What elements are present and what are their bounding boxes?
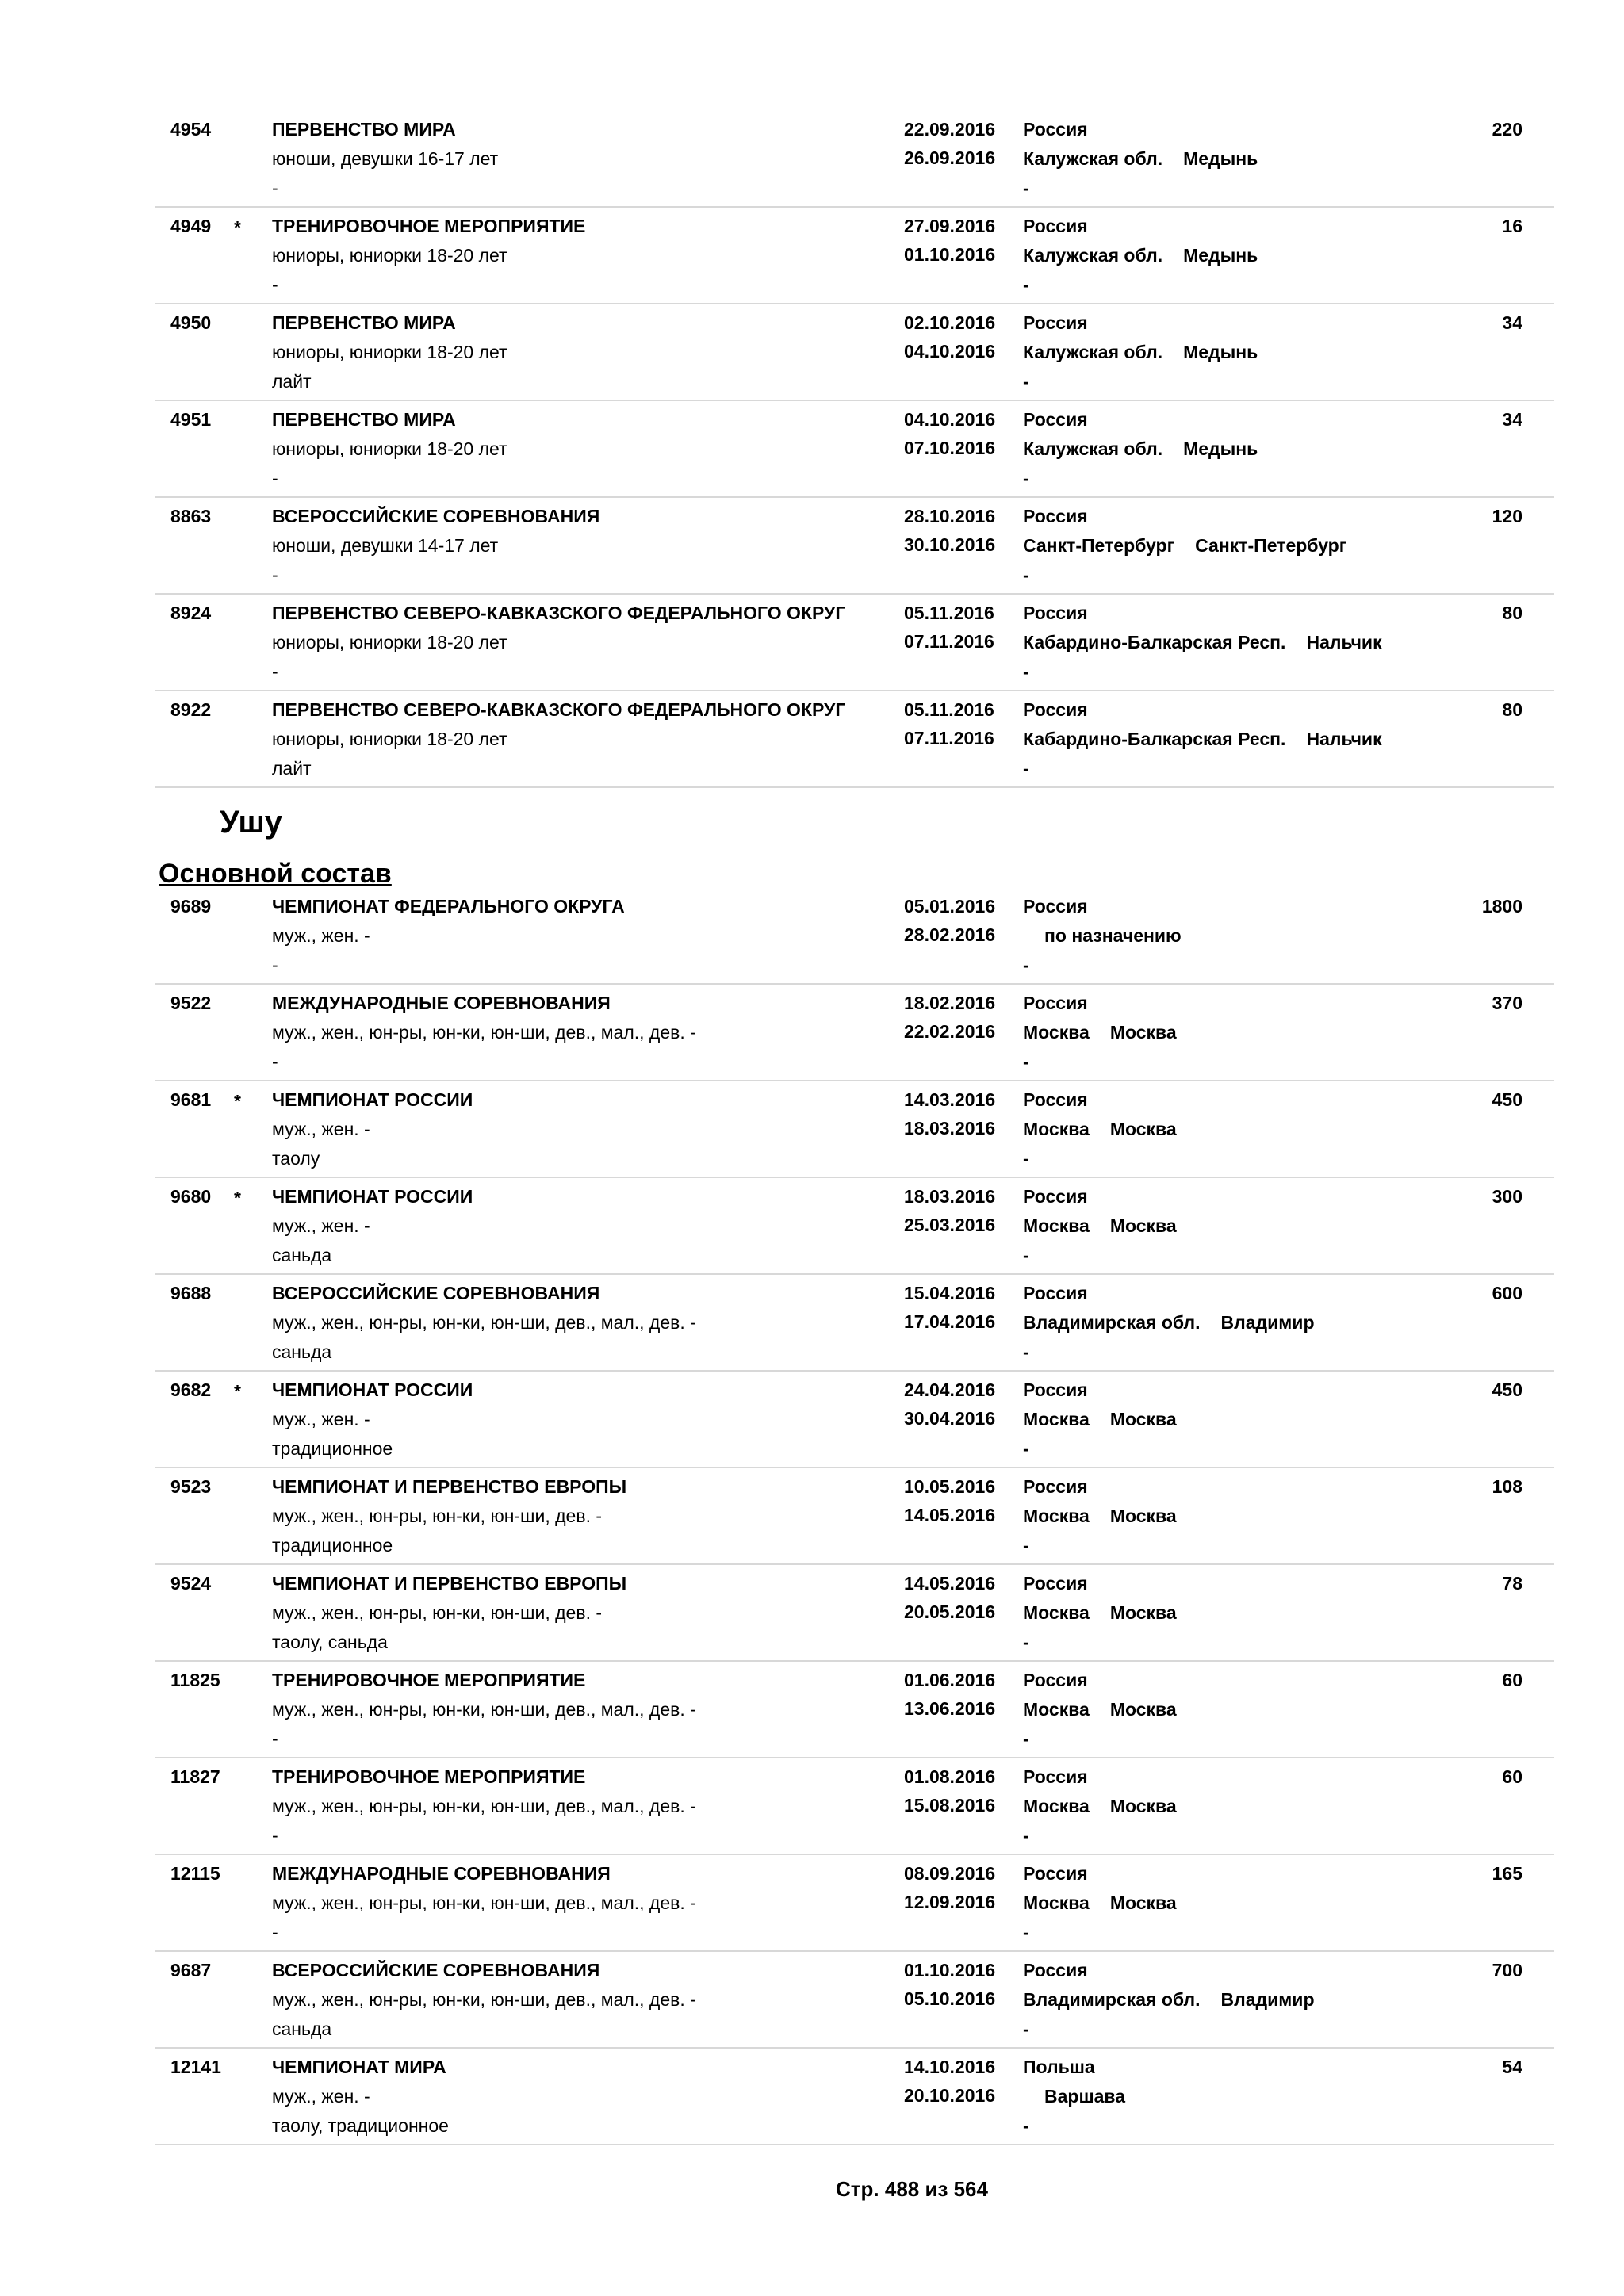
event-date-end: 15.08.2016 <box>904 1795 996 1816</box>
event-region: Москва <box>1023 1409 1090 1429</box>
event-date-end: 14.05.2016 <box>904 1505 996 1525</box>
event-row <box>155 888 1554 985</box>
event-location <box>1023 147 1258 170</box>
event-date-end: 01.10.2016 <box>904 244 996 265</box>
event-city: Владимир <box>1220 1312 1315 1333</box>
event-location <box>1023 1794 1177 1818</box>
event-location <box>1044 924 1182 947</box>
event-location <box>1023 1311 1315 1334</box>
section-title: Ушу <box>220 805 282 840</box>
event-date-end: 28.02.2016 <box>904 924 996 945</box>
event-row <box>155 1758 1554 1855</box>
event-title: ТРЕНИРОВОЧНОЕ МЕРОПРИЯТИЕ <box>272 1670 586 1690</box>
event-country: Россия <box>1023 993 1088 1013</box>
event-category: юниоры, юниорки 18-20 лет <box>272 245 508 266</box>
event-location <box>1023 1214 1177 1238</box>
event-number: 9680 <box>170 1186 212 1207</box>
event-number: 9687 <box>170 1960 212 1980</box>
event-participants: 54 <box>1502 2057 1522 2077</box>
event-region: Владимирская обл. <box>1023 1989 1201 2010</box>
event-date-start: 14.10.2016 <box>904 2057 996 2077</box>
event-discipline: - <box>272 1051 278 1072</box>
event-category: муж., жен., юн-ры, юн-ки, юн-ши, дев., мал., дев. - <box>272 1989 696 2010</box>
event-location <box>1023 630 1382 654</box>
event-row <box>155 2049 1554 2145</box>
event-date-start: 18.02.2016 <box>904 993 996 1013</box>
event-country: Россия <box>1023 409 1088 430</box>
event-region: Москва <box>1023 1506 1090 1526</box>
event-row <box>155 1468 1554 1565</box>
event-city: Санкт-Петербург <box>1195 535 1347 556</box>
event-category: юноши, девушки 16-17 лет <box>272 148 499 169</box>
event-date-start: 01.08.2016 <box>904 1766 996 1787</box>
event-marker: * <box>234 1381 241 1402</box>
event-location <box>1023 437 1258 461</box>
event-marker: * <box>234 1188 241 1208</box>
event-row <box>155 1372 1554 1468</box>
event-category: муж., жен., юн-ры, юн-ки, юн-ши, дев., мал., дев. - <box>272 1796 696 1816</box>
event-discipline: - <box>272 468 278 488</box>
event-number: 4949 <box>170 216 212 236</box>
event-date-start: 18.03.2016 <box>904 1186 996 1207</box>
event-row <box>155 1565 1554 1662</box>
event-date-end: 13.06.2016 <box>904 1698 996 1719</box>
event-date-end: 30.10.2016 <box>904 534 996 555</box>
event-title: ЧЕМПИОНАТ РОССИИ <box>272 1089 473 1110</box>
event-city: Медынь <box>1183 438 1258 459</box>
event-country: Россия <box>1023 1670 1088 1690</box>
event-number: 4951 <box>170 409 212 430</box>
event-category: юниоры, юниорки 18-20 лет <box>272 438 508 459</box>
event-location <box>1023 1697 1177 1721</box>
event-note: - <box>1023 1148 1029 1169</box>
event-note: - <box>1023 1825 1029 1846</box>
event-participants: 78 <box>1502 1573 1522 1594</box>
event-title: МЕЖДУНАРОДНЫЕ СОРЕВНОВАНИЯ <box>272 993 611 1013</box>
event-row <box>155 208 1554 304</box>
event-title: ЧЕМПИОНАТ МИРА <box>272 2057 446 2077</box>
event-date-start: 04.10.2016 <box>904 409 996 430</box>
event-date-start: 05.01.2016 <box>904 896 996 916</box>
event-participants: 80 <box>1502 699 1522 720</box>
event-city: Нальчик <box>1306 729 1382 749</box>
event-participants: 108 <box>1492 1476 1522 1497</box>
event-participants: 34 <box>1502 409 1522 430</box>
event-note: - <box>1023 1245 1029 1265</box>
event-date-end: 20.05.2016 <box>904 1601 996 1622</box>
event-date-end: 04.10.2016 <box>904 341 996 362</box>
event-country: Россия <box>1023 1186 1088 1207</box>
event-participants: 450 <box>1492 1089 1522 1110</box>
event-date-start: 08.09.2016 <box>904 1863 996 1884</box>
event-city: Владимир <box>1220 1989 1315 2010</box>
event-marker: * <box>234 1091 241 1112</box>
event-date-end: 30.04.2016 <box>904 1408 996 1429</box>
event-date-start: 22.09.2016 <box>904 119 996 140</box>
event-number: 8922 <box>170 699 212 720</box>
event-region: Владимирская обл. <box>1023 1312 1201 1333</box>
event-number: 8924 <box>170 603 212 623</box>
event-location <box>1023 1988 1315 2011</box>
event-city: Москва <box>1109 1602 1177 1623</box>
event-region: Варшава <box>1044 2086 1126 2107</box>
event-participants: 34 <box>1502 312 1522 333</box>
event-note: - <box>1023 1341 1029 1362</box>
event-note: - <box>1023 1632 1029 1652</box>
event-discipline: лайт <box>272 371 312 392</box>
event-region: Кабардино-Балкарская Респ. <box>1023 632 1286 652</box>
event-discipline: - <box>272 1922 278 1942</box>
event-number: 9681 <box>170 1089 212 1110</box>
event-category: муж., жен. - <box>272 925 370 946</box>
event-row <box>155 595 1554 691</box>
event-date-end: 07.11.2016 <box>904 728 994 748</box>
event-row <box>155 111 1554 208</box>
event-row <box>155 498 1554 595</box>
event-country: Россия <box>1023 1283 1088 1303</box>
event-participants: 700 <box>1492 1960 1522 1980</box>
event-title: ПЕРВЕНСТВО МИРА <box>272 409 456 430</box>
event-participants: 450 <box>1492 1380 1522 1400</box>
event-participants: 370 <box>1492 993 1522 1013</box>
event-discipline: - <box>272 564 278 585</box>
event-note: - <box>1023 564 1029 585</box>
event-city: Москва <box>1109 1022 1177 1043</box>
event-row <box>155 985 1554 1081</box>
event-discipline: традиционное <box>272 1535 393 1556</box>
event-country: Россия <box>1023 1960 1088 1980</box>
event-number: 12115 <box>170 1863 220 1884</box>
event-region: Кабардино-Балкарская Респ. <box>1023 729 1286 749</box>
event-note: - <box>1023 1922 1029 1942</box>
event-category: муж., жен., юн-ры, юн-ки, юн-ши, дев., мал., дев. - <box>272 1699 696 1720</box>
event-country: Россия <box>1023 1573 1088 1594</box>
event-note: - <box>1023 661 1029 682</box>
event-row <box>155 1855 1554 1952</box>
event-number: 9688 <box>170 1283 212 1303</box>
event-date-end: 07.10.2016 <box>904 438 996 458</box>
event-region: Калужская обл. <box>1023 245 1163 266</box>
event-country: Россия <box>1023 1380 1088 1400</box>
event-country: Россия <box>1023 1476 1088 1497</box>
event-title: ЧЕМПИОНАТ И ПЕРВЕНСТВО ЕВРОПЫ <box>272 1476 627 1497</box>
event-discipline: - <box>272 274 278 295</box>
event-title: ЧЕМПИОНАТ РОССИИ <box>272 1380 473 1400</box>
event-title: ВСЕРОССИЙСКИЕ СОРЕВНОВАНИЯ <box>272 1283 600 1303</box>
event-participants: 165 <box>1492 1863 1522 1884</box>
event-discipline: таолу, саньда <box>272 1632 388 1652</box>
event-note: - <box>1023 178 1029 198</box>
event-participants: 60 <box>1502 1766 1522 1787</box>
event-discipline: - <box>272 955 278 975</box>
event-city: Москва <box>1109 1119 1177 1139</box>
event-note: - <box>1023 468 1029 488</box>
event-date-start: 10.05.2016 <box>904 1476 996 1497</box>
event-city: Москва <box>1109 1506 1177 1526</box>
event-participants: 1800 <box>1481 896 1522 916</box>
event-number: 9682 <box>170 1380 212 1400</box>
event-number: 9522 <box>170 993 212 1013</box>
event-note: - <box>1023 1535 1029 1556</box>
event-discipline: - <box>272 1728 278 1749</box>
event-region: Москва <box>1023 1022 1090 1043</box>
event-country: Россия <box>1023 896 1088 916</box>
event-category: муж., жен., юн-ры, юн-ки, юн-ши, дев. - <box>272 1602 603 1623</box>
event-date-start: 15.04.2016 <box>904 1283 996 1303</box>
event-city: Медынь <box>1183 342 1258 362</box>
event-participants: 60 <box>1502 1670 1522 1690</box>
event-row <box>155 401 1554 498</box>
event-participants: 600 <box>1492 1283 1522 1303</box>
event-city: Москва <box>1109 1409 1177 1429</box>
event-city: Москва <box>1109 1892 1177 1913</box>
page-number: Стр. 488 из 564 <box>836 2177 988 2201</box>
event-country: Россия <box>1023 1766 1088 1787</box>
event-region: Калужская обл. <box>1023 342 1163 362</box>
event-number: 9523 <box>170 1476 212 1497</box>
event-title: ПЕРВЕНСТВО СЕВЕРО-КАВКАЗСКОГО ФЕДЕРАЛЬНОГО ОКРУГ <box>272 699 846 720</box>
event-city: Москва <box>1109 1796 1177 1816</box>
event-region: Москва <box>1023 1892 1090 1913</box>
event-title: МЕЖДУНАРОДНЫЕ СОРЕВНОВАНИЯ <box>272 1863 611 1884</box>
event-location <box>1044 2084 1125 2108</box>
event-country: Россия <box>1023 699 1088 720</box>
event-country: Россия <box>1023 1089 1088 1110</box>
event-location <box>1023 1504 1177 1528</box>
event-location <box>1023 1601 1177 1624</box>
event-note: - <box>1023 1051 1029 1072</box>
event-country: Россия <box>1023 312 1088 333</box>
event-discipline: - <box>272 661 278 682</box>
event-date-end: 17.04.2016 <box>904 1311 996 1332</box>
event-row <box>155 1081 1554 1178</box>
event-date-end: 22.02.2016 <box>904 1021 996 1042</box>
event-country: Россия <box>1023 119 1088 140</box>
event-note: - <box>1023 1728 1029 1749</box>
event-row <box>155 1952 1554 2049</box>
event-region: Москва <box>1023 1796 1090 1816</box>
event-number: 9524 <box>170 1573 212 1594</box>
event-participants: 80 <box>1502 603 1522 623</box>
event-row <box>155 1178 1554 1275</box>
event-title: ПЕРВЕНСТВО МИРА <box>272 119 456 140</box>
event-row <box>155 691 1554 788</box>
event-date-start: 02.10.2016 <box>904 312 996 333</box>
event-location <box>1023 1117 1177 1141</box>
event-region: Калужская обл. <box>1023 438 1163 459</box>
event-discipline: - <box>272 178 278 198</box>
event-title: ТРЕНИРОВОЧНОЕ МЕРОПРИЯТИЕ <box>272 216 586 236</box>
event-date-start: 14.05.2016 <box>904 1573 996 1594</box>
event-country: Польша <box>1023 2057 1095 2077</box>
event-country: Россия <box>1023 1863 1088 1884</box>
event-category: муж., жен., юн-ры, юн-ки, юн-ши, дев., мал., дев. - <box>272 1892 696 1913</box>
event-discipline: лайт <box>272 758 312 779</box>
event-participants: 300 <box>1492 1186 1522 1207</box>
event-date-end: 20.10.2016 <box>904 2085 996 2106</box>
event-category: муж., жен., юн-ры, юн-ки, юн-ши, дев., мал., дев. - <box>272 1022 696 1043</box>
event-region: по назначению <box>1044 925 1182 946</box>
event-discipline: таолу, традиционное <box>272 2115 449 2136</box>
event-location <box>1023 534 1346 557</box>
event-participants: 16 <box>1502 216 1522 236</box>
event-date-end: 26.09.2016 <box>904 147 996 168</box>
event-category: юниоры, юниорки 18-20 лет <box>272 342 508 362</box>
subsection-title: Основной состав <box>159 859 392 889</box>
event-title: ВСЕРОССИЙСКИЕ СОРЕВНОВАНИЯ <box>272 1960 600 1980</box>
event-date-end: 05.10.2016 <box>904 1988 996 2009</box>
event-discipline: - <box>272 1825 278 1846</box>
event-city: Москва <box>1109 1215 1177 1236</box>
event-location <box>1023 727 1382 751</box>
event-category: муж., жен. - <box>272 1409 370 1429</box>
event-category: муж., жен. - <box>272 1119 370 1139</box>
event-title: ЧЕМПИОНАТ И ПЕРВЕНСТВО ЕВРОПЫ <box>272 1573 627 1594</box>
event-date-start: 28.10.2016 <box>904 506 996 526</box>
event-number: 4954 <box>170 119 212 140</box>
event-discipline: саньда <box>272 1245 332 1265</box>
event-city: Нальчик <box>1306 632 1382 652</box>
event-title: ПЕРВЕНСТВО СЕВЕРО-КАВКАЗСКОГО ФЕДЕРАЛЬНОГО ОКРУГ <box>272 603 846 623</box>
event-title: ЧЕМПИОНАТ РОССИИ <box>272 1186 473 1207</box>
event-location <box>1023 1020 1177 1044</box>
event-date-end: 07.11.2016 <box>904 631 994 652</box>
event-date-end: 18.03.2016 <box>904 1118 996 1138</box>
event-discipline: традиционное <box>272 1438 393 1459</box>
event-note: - <box>1023 1438 1029 1459</box>
event-region: Москва <box>1023 1602 1090 1623</box>
event-category: муж., жен. - <box>272 1215 370 1236</box>
event-region: Калужская обл. <box>1023 148 1163 169</box>
event-title: ПЕРВЕНСТВО МИРА <box>272 312 456 333</box>
event-row <box>155 1275 1554 1372</box>
event-note: - <box>1023 2019 1029 2039</box>
event-region: Москва <box>1023 1119 1090 1139</box>
event-country: Россия <box>1023 506 1088 526</box>
event-location <box>1023 1407 1177 1431</box>
event-date-start: 24.04.2016 <box>904 1380 996 1400</box>
event-category: юниоры, юниорки 18-20 лет <box>272 729 508 749</box>
event-city: Медынь <box>1183 245 1258 266</box>
event-number: 11827 <box>170 1766 220 1787</box>
event-number: 4950 <box>170 312 212 333</box>
event-note: - <box>1023 2115 1029 2136</box>
event-region: Москва <box>1023 1215 1090 1236</box>
event-city: Медынь <box>1183 148 1258 169</box>
event-participants: 120 <box>1492 506 1522 526</box>
event-discipline: таолу <box>272 1148 320 1169</box>
event-category: муж., жен., юн-ры, юн-ки, юн-ши, дев. - <box>272 1506 603 1526</box>
event-discipline: саньда <box>272 1341 332 1362</box>
event-date-start: 27.09.2016 <box>904 216 996 236</box>
event-date-start: 05.11.2016 <box>904 699 994 720</box>
event-title: ТРЕНИРОВОЧНОЕ МЕРОПРИЯТИЕ <box>272 1766 586 1787</box>
event-date-start: 05.11.2016 <box>904 603 994 623</box>
event-list-top <box>155 111 1554 788</box>
event-category: муж., жен. - <box>272 2086 370 2107</box>
event-note: - <box>1023 274 1029 295</box>
event-region: Санкт-Петербург <box>1023 535 1175 556</box>
event-location <box>1023 243 1258 267</box>
event-number: 8863 <box>170 506 212 526</box>
event-date-start: 01.10.2016 <box>904 1960 996 1980</box>
event-marker: * <box>234 217 241 238</box>
event-city: Москва <box>1109 1699 1177 1720</box>
event-date-end: 25.03.2016 <box>904 1215 996 1235</box>
event-row <box>155 1662 1554 1758</box>
event-category: муж., жен., юн-ры, юн-ки, юн-ши, дев., мал., дев. - <box>272 1312 696 1333</box>
event-category: юниоры, юниорки 18-20 лет <box>272 632 508 652</box>
event-discipline: саньда <box>272 2019 332 2039</box>
event-location <box>1023 340 1258 364</box>
event-category: юноши, девушки 14-17 лет <box>272 535 499 556</box>
event-location <box>1023 1891 1177 1915</box>
event-title: ЧЕМПИОНАТ ФЕДЕРАЛЬНОГО ОКРУГА <box>272 896 625 916</box>
event-participants: 220 <box>1492 119 1522 140</box>
event-title: ВСЕРОССИЙСКИЕ СОРЕВНОВАНИЯ <box>272 506 600 526</box>
event-region: Москва <box>1023 1699 1090 1720</box>
event-note: - <box>1023 955 1029 975</box>
event-country: Россия <box>1023 216 1088 236</box>
event-number: 11825 <box>170 1670 220 1690</box>
event-date-start: 14.03.2016 <box>904 1089 996 1110</box>
event-note: - <box>1023 758 1029 779</box>
event-date-end: 12.09.2016 <box>904 1892 996 1912</box>
event-country: Россия <box>1023 603 1088 623</box>
event-note: - <box>1023 371 1029 392</box>
event-list-wushu <box>155 888 1554 2145</box>
event-number: 12141 <box>170 2057 221 2077</box>
event-number: 9689 <box>170 896 212 916</box>
event-row <box>155 304 1554 401</box>
event-date-start: 01.06.2016 <box>904 1670 996 1690</box>
